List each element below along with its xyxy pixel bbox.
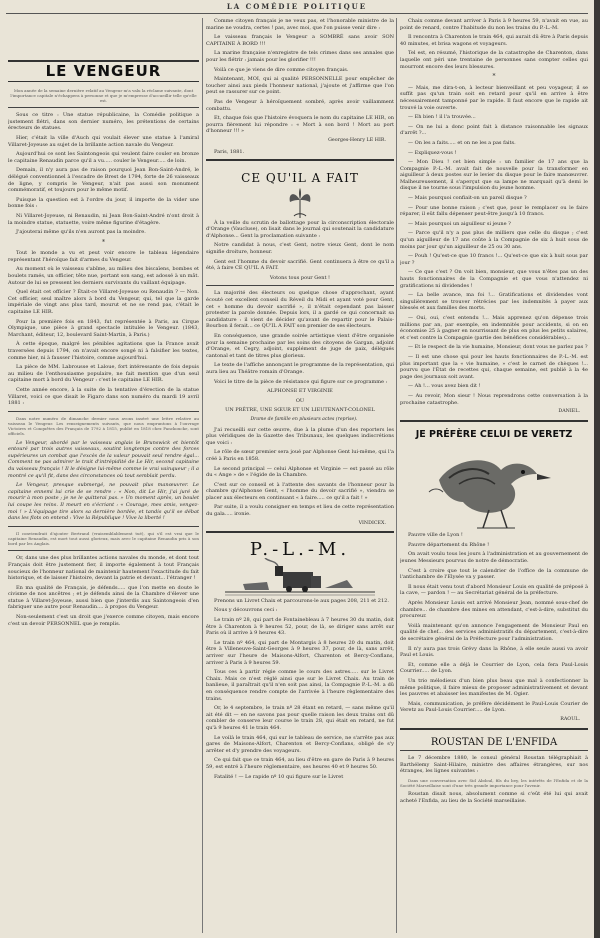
section-title: P.-L.-M. [249,539,351,561]
paragraph: Hier, c'était la ville d'Auch qui voulait élever une statue à l'amiral Villaret-Joyeuse au sujet de la brillante action navale du Vengeur. [8,134,199,148]
signature: DANIEL. [558,409,580,415]
paragraph: Aujourd'hui ce sont les Saintongeois qui veulent faire couler en bronze le capitaine Renaudin parce qu'il a vu..... couler le Vengeur..... de loin. [8,151,199,164]
paragraph: On avait voulu tous les jours à l'administration et au gouvernement de jeunes Messieurs pourvus de notre de démocratie. [400,551,588,565]
play-subtitle: UN PRÊTRE, UNE SŒUR ET UN LIEUTENANT-COLONEL [225,407,375,414]
paragraph: — Mais pourquoi un aiguilleur si jeune ? [408,220,511,227]
paragraph: — Oui, oui, c'est entendu !... Mais apprenez qu'on dépense trois millions par an, par exemple, en indemnités pour accidents, si on en économise 25 à gagner en nourrissant de plus en plus les petits salaires, et c'est contre la Compagnie (partie des bénéfices considérables)... [400,314,588,341]
section-star: * [492,73,496,81]
paragraph: Tous ces à partir régie comme le cours des astres..... sur le Livret Chaix. Mais ce n'est réglé ainsi que sur le Livret Chaix. Au train de banlieue, il paraîtrait qu'il n'en soit pas ainsi, la Compagnie P.-L.-M. a dû en conséquence rendre compte de l'arrivée à l'heure règlementaire des trains. [206,669,394,702]
page-binding [594,0,600,938]
divider [8,107,199,108]
paragraph: Roustan disait nous, absolument comme si c'eût été lui qui avait acheté l'Enfida, au lieu de la Société marseillaise. [400,791,588,804]
paragraph: À cette époque, malgré les pénibles agitations que la France avait traversées depuis 1794, on n'avait encore songé ni à falsifier les textes, comme hier, ni à fausser l'histoire, comme aujourd'hui. [8,341,199,361]
paragraph: Le Vengeur, presque submergé, ne pouvait plus manœuvrer. Le capitaine ennemi lui crie de se rendre : « Non, dit Le Hir, j'ai juré de mourir à mon poste ; je ne le quitterai pas. » Un moment après, un boulet lui coupe les reins. Il meurt en s'écriant : « Courage, mes amis, vengez-moi ! » L'équipage tire alors sa dernière bordée, et tandis qu'il se débat dans les flots on entend : Vive la République ! Vive la liberté ! [8,482,199,522]
paragraph: Prenons un Livret Chaix et parcourons-le aux pages 208, 211 et 212. [214,597,389,604]
signature: Georges-Henry LE HIR. [328,137,386,143]
paragraph: C'est à croire que tout le calendrier de l'office de la commune de l'antichambre de l'Elysée va y passer. [400,567,588,581]
paragraph: Pauvre département du Rhône ! [408,541,490,548]
paragraph: — On ne lui a donc point fait à distance raisonnable les signaux d'arrêt ?... [400,123,588,137]
paragraph: Voici le titre de la pièce de résistance qui figure sur ce programme : [214,378,388,385]
paragraph: Le voilà le train 464, qui sur le tableau de service, ne s'arrête pas aux gares de Maisons-Alfort, Charenton et Bercy-Conflans, obligé de s'y arrêter et d'y prendre des voyageurs. [206,734,394,754]
paragraph: — Ah !... vous avez bien dit ! [408,383,481,390]
paragraph: Or, le 4 septembre, le train nº 28 étant en retard, — sans même qu'il ait été dit — en ne savons pas pour quelle raison les deux trains ont dû combler de conserve leur course le train 28, qui était en retard, ne fut qu'à 9 heures 41 le train 464. [206,705,394,731]
paragraph: Au moment où le vaisseau s'abîme, au milieu des biscaïens, bombes et boulets ramés, un officier, tête nue, portant son sang, est adossé à un mât. Autour de lui se pressent les derniers survivants du vaillant équipage. [8,266,199,286]
divider [400,728,588,730]
paragraph: — On les a faits..... et on ne les a pas faits. [408,139,516,146]
paragraph: Fatalité ! — Le rapide nº 10 qui figure sur le Livret [214,773,344,780]
paragraph: Pauvre ville de Lyon ! [408,532,463,539]
paragraph: Le train nº 28, qui part de Fontainebleau à 7 heures 30 du matin, doit être à Charenton à 9 heures 52, pour, de là, se diriger sans arrêt sur Paris où il arrive à 9 heures 43. [206,617,394,637]
paragraph: — Il est une chose qui pour les hauts fonctionnaires de P.-L.-M. est plus important que la « vie humaine, » c'est le carnet de chèques !... pourvu que l'État de recettes qui, chaque semaine, est publié à la 4e page des journaux soit avant. [400,353,588,380]
paragraph: Cette année encore, à la suite de la tentative d'érection de la statue Villaret, voici ce que disait le Figaro dans son numéro du mardi 19 avril 1881 : [8,386,199,407]
paragraph: À la veille du scrutin de ballottage pour la circonscription électorale d'Orange (Vaucluse), on lisait dans le journal qui soutenait la candidature d'Alphonse... Gent la proclamation suivante : [206,219,394,239]
paragraph: J'ajouterai même qu'ils n'en auront pas la moindre. [16,229,146,236]
paragraph: Ni Villaret-Joyeuse, ni Renaudin, ni Jean Bon-Saint-André n'ont droit à la moindre statue, statuette, voire même figurine d'étagère. [8,212,199,226]
divider [400,750,588,751]
paragraph: Or, dans une des plus brillantes actions navales du monde, et dont tout Français doit être justement fier, il importe également à tout Français soucieux de l'honneur national de maintenir hautement l'exactitude du fait historique, et de laisser l'histoire, devant la patrie et devant... l'étranger ! [8,555,199,582]
divider [206,159,394,161]
paragraph: Gent est l'homme du devoir sacrifié. Gent continuera à être ce qu'il a été, à faire CE QU'IL A FAIT. [206,258,394,272]
paragraph: Il n'y aura pas trois Grévy dans la Rhône, à elle seule aussi va avoir Paul et Louis. [400,645,588,659]
paragraph: — Mon Dieu ! cet bien simple : un familier de 17 ans que la Compagnie P.-L.-M. avait fait de nouvelle pour la transformer en aiguilleur à deux postes sur le levier du disque pour le faire manœuvrer. Malheureusement, il s'aperçut que sa lampe ne marquait qu'à demi le disque il ne tourne sous l'impulsion du jeune homme. [400,159,588,192]
paragraph: — Mais pourquoi confiait-on un pareil disque ? [408,195,527,202]
paragraph: Tel est, en résumé, l'historique de la catastrophe de Charenton, dans laquelle ont péri une trentaine de personnes sans compter celles qui mourront encore des leurs blessures. [400,50,588,70]
paragraph: Notre candidat à nous, c'est Gent, notre vieux Gent, dont le nom signifie droiture, honneur. [206,242,394,256]
paragraph: Non-seulement c'est un droit que j'exerce comme citoyen, mais encore c'est un devoir PERSONNEL que je remplis. [8,614,199,627]
paragraph: — Pouh ! Qu'est-ce que 10 francs !... Qu'est-ce que six à huit sous par jour ? [400,253,588,266]
masthead: LA COMÉDIE POLITIQUE [226,2,368,11]
paragraph: Le rôle de sœur premier sera joué par Alphonse Gent lui-même, qui l'a créé à Paris en 1858. [206,449,394,462]
paragraph: Le texte de l'affiche annonçant le programme de la représentation, qui aura lieu au Théâtre romain d'Orange. [206,362,394,375]
signature: RAOUL. [560,716,580,722]
dateline: Paris, 1881. [214,148,245,155]
play-title: ALPHONSE ET VIRGINIE [267,388,333,395]
paragraph: Puisque la question est à l'ordre du jour, il importe de la vider une bonne fois : [8,196,199,210]
paragraph: — Ce que c'est ? On voit bien, monsieur, que vous n'êtes pas un des hauts fonctionnaires de la Compagnie et que vous n'attendez ni gratifications ni dividendes ! [400,269,588,289]
divider [206,285,394,286]
paragraph: Il rencontra à Charenton le train 464, qui aurait dû être à Paris depuis 40 minutes, et brisa wagons et voyageurs. [400,34,588,47]
paragraph: Il nous était venu tout d'abord Monsieur Louis en qualité de préposé à la cave, — pardon ! — au Secrétariat général de la préfecture. [400,583,588,597]
paragraph: — Au revoir, Mon sieur ! Nous reprendrons cette conversation à la prochaine catastrophe. [400,392,588,406]
paragraph: — Mais, me dira-t-on, à lecteur bienveillant et peu voyageur, il se suffit pas qu'un train soit en retard pour qu'il en arrive à être nécessairement tamponné par le rapide. Il faut encore que le rapide ait trouvé la voie ouverte. [400,84,588,111]
paragraph: Maintenant, MOI, qui ai qualité PERSONNELLE pour empêcher de toucher ainsi aux pieds l'honneur national, j'ajoute et j'affirme que l'on peut se rassurer sur ce point. [206,76,394,96]
paragraph: Demain, il n'y aura pas de raison pourquoi Jean Bon-Saint-André, le délégué conventionnel à l'escadre de Brest de 1794, forte de 26 vaisseaux de ligne, y compris le Vengeur, n'ait pas aussi son monument commémoratif, et toujours pour le même motif. [8,167,199,194]
fine-print: Il conviendrait d'ajouter Bertrand (vraisemblablement tué), qui s'il est vrai que le capitaine Renaudin, est mort tout aussi glorieux, mais avec le capitaine Renaudin pris à son bord par les Anglais. [8,530,199,547]
paragraph: Ce qui fait que ce train 464, au lieu d'être en gare de Paris à 9 heures 59, est entré à l'heure règlementaire, ses heures 40 et 9 heures 50. [206,757,394,770]
lily-ornament-icon [280,186,320,220]
train-wreck-icon [225,558,375,598]
play-subtitle: OU [295,397,305,404]
paragraph: Par suite, il a voulu consigner en temps et lieu de cette représentation du gala..... ironie. [206,504,394,518]
play-genre: Drame de famille en plusieurs actes (reprise). [250,416,358,422]
paragraph: — Eh bien ! il l'a trouvée... [408,114,476,121]
article-title: LE VENGEUR [45,62,162,80]
article-title-box [8,60,199,82]
paragraph: Pas de Vengeur à héroïquement sombré, après avoir vaillamment combattu. [206,98,394,112]
paragraph: La marine française n'enregistre de tels crimes dans ses annales que pour les flétrir : jamais pour les glorifier !!! [206,50,394,63]
paragraph: Le vaisseau français le Vengeur a SOMBRÉ sans avoir SON CAPITAINE À BORD !!! [206,34,394,47]
paragraph: Sous ce titre : Une statue républicaine, la Comédie politique a justement flétri, dans son dernier numéro, les prétentions de certains érecteurs de statues. [8,112,199,132]
divider [400,420,588,422]
paragraph: Voilà maintenant qu'on annonce l'engagement de Monsieur Paul en qualité de chef... des services administratifs du département, c'est-à-dire de secrétaire général de la Préfecture pour l'administration. [400,622,588,642]
paragraph: — Parce qu'il n'y a pas plus de milliers que celle du disque ; c'est qu'un aiguilleur de 17 ans coûte à la Compagnie de six à huit sous de moins par jour qu'un aiguilleur de 25 ou 30 ans. [400,230,588,250]
paragraph: Quel était cet officier ? Était-ce Villaret-Joyeuse ou Renaudin ? — Non. Cet officier, seul maître alors à bord du Vengeur, qui, tel que la garde impériale de vingt ans plus tard, mourut et ne se rend pas, c'était le capitaine LE HIR. [8,289,199,316]
paragraph: Chaix comme devant arriver à Paris à 9 heures 59, n'avait en vue, au point de renard, contre l'habitude du non les trains du P.-L.-M. [400,18,588,31]
paragraph: Et, comme elle a déjà le Courrier de Lyon, cela fera Paul-Louis Courrier..... de Lyon. [400,661,588,675]
paragraph: — Pour une bonne raison ; c'est que, pour le remplacer ou le faire réparer, il eût fallu dépenser peut-être jusqu'à 10 francs. [400,204,588,218]
paragraph: C'est sur ce conseil et à l'attente des savants de l'honneur pour la chambre qu'Alphonse Gent, « l'homme du devoir sacrifié », viendra se placer aux électeurs en continuant « à faire..... ce qu'il a fait ! » [206,481,394,501]
paragraph: En ma qualité de Français, je défends..... que l'on mette en doute le civisme de nos ancêtres ; et je défends ainsi de la Chambre d'élever une statue à Villaret-Joyeuse, aussi bien que j'interdis aux Saintongeois d'en fabriquer une autre pour Renaudin.... à propos du Vengeur. [8,584,199,611]
paragraph: Et, chaque fois que l'histoire évoquera le nom du capitaine LE HIR, on pourra fièrement lui répondre : « Mort à son bord ! Mort au port d'honneur !!! » [206,115,394,135]
signature: VINDICEX. [358,520,386,526]
fine-print: Dans une conversation avec Sid Abdoul, fils du bey, les intérêts de l'Enfida et de la Société Marseillaise sont d'une très grande importance pour l'avenir. [400,777,588,789]
divider [8,526,199,527]
paragraph: Votons tous pour Gent ! [269,274,331,281]
paragraph: Le train nº 464, qui part de Montargis à 8 heures 20 du matin, doit être à Villeneuve-Saint-Georges à 9 heures 37, pour, de là, sans arrêt, arriver sur l'heure de Maisons-Alfort, Charenton et Bercy-Conflans, arriver à Paris à 9 heures 59. [206,639,394,666]
section-star: * [102,238,105,246]
paragraph: — La belle avance, ma foi !... Gratifications et dividendes vont singulièrement se trouver rétrécies par les indemnités à payer aux blessés et aux familles des morts. [400,292,588,312]
paragraph: Tout le monde a vu et peut voir encore le tableau légendaire représentant l'héroïque fait d'armes du Vengeur. [8,250,199,263]
paragraph: Un trio mélodieux d'un bien plus beau que mal à confectionner la même politique, il faire mieux de proposer administrativement et devant les pauvres et abaisser les manifestes de M. Ogier. [400,677,588,698]
paragraph: Le 7 décembre 1880, le consul général Roustan télégraphiait à Barthélemy Saint-Hilaire, ministre des affaires étrangères, sur nos étranges, les lignes suivantes : [400,755,588,775]
paragraph: La pièce de MM. Labrousse et Laloue, fort intéressante de fois depuis au milieu de l'enthousiasme populaire, ne fait mention que d'un seul capitaine mort à bord du Vengeur : c'est le capitaine LE HIR. [8,364,199,384]
section-title: ROUSTAN DE L'ENFIDA [430,736,558,748]
paragraph: En conséquence, une grande soirée artistique vient d'être organisée pour la semaine prochaine par les soins des citoyens de Gargan, adjoint d'Orange, et Cegry, adjoint, supplément de juge de paix, délégués cantonal et tant de titres plus glorieux. [206,333,394,359]
masthead-rule [6,13,588,14]
divider [8,411,199,412]
column-left [8,18,199,936]
paragraph: J'ai recueilli sur cette œuvre, due à la plume d'un des reporters les plus véridiques de la Gazette des Tribunaux, les quelques indiscrétions que voici : [206,426,394,446]
paragraph: Après Monsieur Louis est arrivé Monsieur Jean, nommé sous-chef de chambre... de chambre des mines en attendant, c'est-à-dire, substitut du procureur. [400,600,588,620]
fine-print: Dans notre numéro de dimanche dernier nous avons inséré une lettre relative au vaisseau le Vengeur. Les renseignements suivants, que nous empruntons à l'ouvrage Victoires et Conquêtes des Français de 1792 à 1815, publié en 1818 chez Panckoucke, sont officiels. [8,415,199,437]
section-title: CE QU'IL A FAIT [241,171,359,186]
paragraph: — Et le respect de la vie humaine, Monsieur, dont vous ne parlez pas ? [408,344,588,351]
divider [206,531,394,533]
paragraph: La majorité des électeurs ou quelque chose d'approchant, ayant écouté cet excellent conseil du Réveil du Midi et ayant voté pour Gent, cet « homme du devoir sacrifié », il n'était cependant pas laisser protester la parole donnée. Depuis lors, il a gardé ce qui concernait sa candidature : il vient de décider qu'avant de repartir pour le Palais-Bourbon il ferait... ce QU'IL A FAIT son premier de ses électeurs. [206,290,394,330]
article-intro: Mon année de la semaine dernière relatif au Vengeur m'a valu la réclame suivante, dont l'importance capitale n'échappera à personne et que je m'empresse d'accueillir telle qu'elle est. [10,87,197,103]
column-middle [206,18,394,936]
column-separator [202,18,203,933]
paragraph: Le Vengeur, abordé par le vaisseau anglais le Brunswick et bientôt entouré par trois autres vaisseaux, soutint longtemps contre des forces supérieures un combat que l'excès de la valeur pouvait seul rendre égal... Comment ne pas admirer le trait d'intrépidité de Le Hir, second capitaine du vaisseau français ! Il le désigne lui-même comme le vrai vainqueur ; il a montré ce qu'il fit, dans des circonstances où tout semblait perdu. [8,439,199,479]
paragraph: Comme citoyen français je ne veux pas, et l'honorable ministre de la marine ne voudra, certes ! pas, avec moi, que l'on puisse venir dire : [206,18,394,31]
paragraph: Le second principal — celui Alphonse et Virginie — est passé au rôle du « Ange » de « l'égide de la Chambre. [206,465,394,479]
paragraph: Voilà ce que je viens de dire comme citoyen français. [214,66,349,73]
bird-caricature-icon [419,440,569,532]
paragraph: Nous y découvrons ceci : [214,607,278,614]
column-right [400,18,588,936]
divider [8,550,199,551]
column-separator [396,18,397,933]
section-title: JE PRÉFÈRE CELUI DE VERETZ [415,428,573,440]
paragraph: Pour la première fois en 1843, fut représentée à Paris, au Cirque Olympique, une pièce à grand spectacle intitulée le Vengeur. (1843, Marchant, éditeur, 12, boulevard Saint-Martin, à Paris.) [8,318,199,338]
paragraph: Mais, communication, je préfère décidément le Paul-Louis Courier de Veretz au Paul-Louis Courrier..... de Lyon. [400,700,588,714]
paragraph: — Expliquez-vous ! [408,149,457,156]
